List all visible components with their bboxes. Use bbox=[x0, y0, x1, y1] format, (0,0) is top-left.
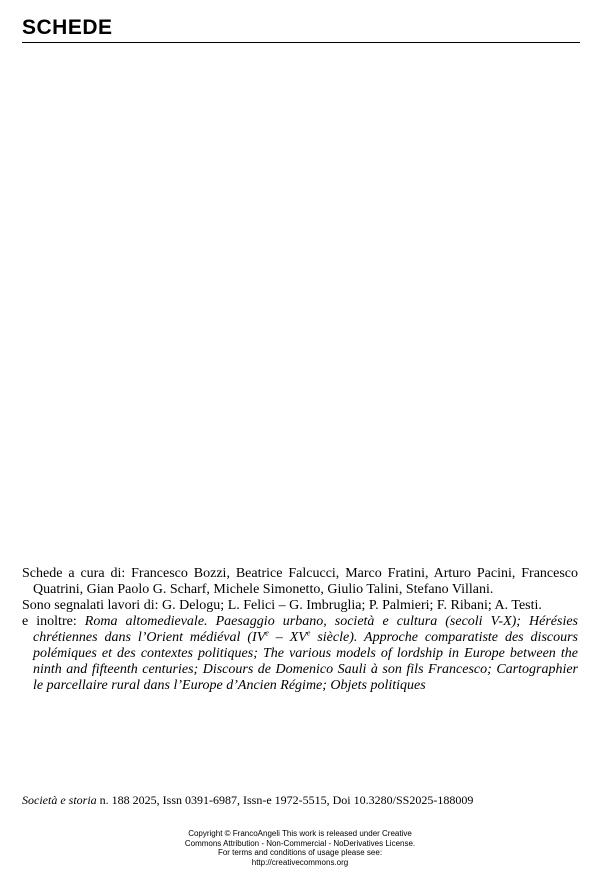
superscript-e-2: e bbox=[306, 628, 311, 638]
journal-name: Società e storia bbox=[22, 793, 97, 807]
also-titles-part-2: – XV bbox=[268, 630, 307, 645]
also-titles bbox=[33, 614, 578, 693]
also-label: e inoltre: bbox=[22, 614, 77, 629]
copyright-link: http://creativecommons.org bbox=[251, 857, 349, 867]
reported-works-paragraph: Sono segnalati lavori di: G. Delogu; L. Felici – G. Imbruglia; P. Palmieri; F. Ribani; A. Testi. bbox=[22, 598, 542, 613]
copyright-line-1: Copyright © FrancoAngeli This work is released under Creative bbox=[188, 829, 412, 838]
credits-block bbox=[22, 566, 578, 694]
also-titles-part-1: Roma altomedievale. Paesaggio urbano, società e cultura (secoli V-X); Hérésies chrétiennes dans l’Orient médiéval (IV bbox=[33, 614, 579, 645]
citation-details: n. 188 2025, Issn 0391-6987, Issn-e 1972-5515, Doi 10.3280/SS2025-188009 bbox=[96, 793, 474, 807]
copyright-notice bbox=[120, 829, 480, 867]
curators-paragraph: Schede a cura di: Francesco Bozzi, Beatrice Falcucci, Marco Fratini, Arturo Pacini, Francesco Quatrini, Gian Paolo G. Scharf, Michele Simonetto, Giulio Talini, Stefano Villani. bbox=[22, 566, 578, 597]
section-title: SCHEDE bbox=[22, 16, 113, 39]
also-titles-part-3: siècle). Approche comparatiste des discours polémiques et des contextes politiques; The various models of lordship in Europe between the ninth and fifteenth centuries; Discours de Domenico Sauli à son fils Francesco; Cartographier le parcellaire rural dans l’Europe d’Ancien Régime; Objets politiques bbox=[33, 630, 578, 693]
title-rule bbox=[22, 42, 580, 43]
also-paragraph bbox=[22, 614, 578, 694]
copyright-line-3: For terms and conditions of usage please see: bbox=[217, 848, 383, 857]
superscript-e-1: e bbox=[265, 628, 269, 638]
copyright-line-2: Commons Attribution - Non-Commercial - NoDerivatives License. bbox=[184, 838, 416, 848]
journal-citation bbox=[22, 793, 582, 807]
